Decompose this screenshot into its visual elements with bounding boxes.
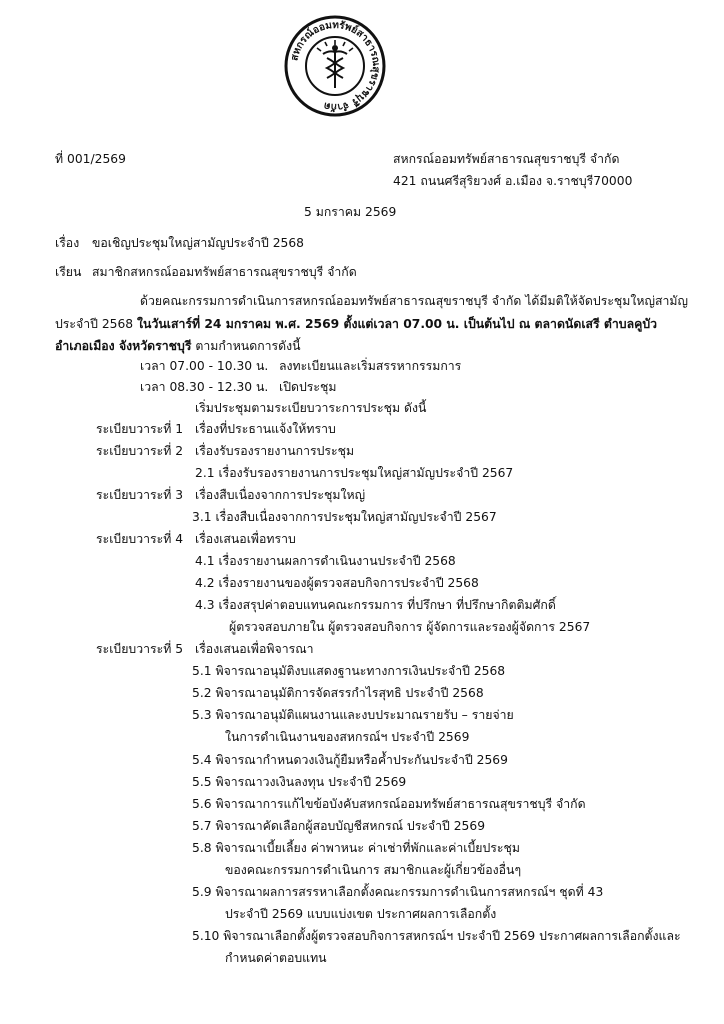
cooperative-seal-logo [283, 14, 387, 118]
agenda-label: ระเบียบวาระที่ 4 [96, 532, 184, 546]
agenda-label: ระเบียบวาระที่ 2 [96, 444, 184, 458]
agenda-title: เรื่องเสนอเพื่อพิจารณา [195, 642, 314, 656]
agenda-sub-item: 4.2 เรื่องรายงานของผู้ตรวจสอบกิจการประจำปี 2568 [195, 576, 479, 590]
agenda-sub-item-continued: ในการดำเนินงานของสหกรณ์ฯ ประจำปี 2569 [225, 730, 470, 744]
agenda-sub-item: 5.10 พิจารณาเลือกตั้งผู้ตรวจสอบกิจการสหกรณ์ฯ ประจำปี 2569 ประกาศผลการเลือกตั้งและ [192, 929, 681, 943]
organization-address: 421 ถนนศรีสุริยวงศ์ อ.เมือง จ.ราชบุรี70000 [393, 174, 633, 188]
meeting-date-location: ในวันเสาร์ที่ 24 มกราคม พ.ศ. 2569 ตั้งแต่เวลา 07.00 น. เป็นต้นไป ณ ตลาดนัดเสรี ตำบลคูบัว [137, 317, 658, 331]
body-line-2 [55, 318, 657, 330]
agenda-sub-item-continued: ผู้ตรวจสอบภายใน ผู้ตรวจสอบกิจการ ผู้จัดการและรองผู้จัดการ 2567 [229, 620, 591, 634]
schedule-time-2: เวลา 08.30 - 12.30 น. [140, 380, 269, 394]
caduceus-icon [323, 48, 347, 88]
recipient-text: สมาชิกสหกรณ์ออมทรัพย์สาธารณสุขราชบุรี จำกัด [92, 265, 357, 279]
agenda-label: ระเบียบวาระที่ 3 [96, 488, 184, 502]
svg-text:สหกรณ์ออมทรัพย์สาธารณสุขราชบุร: สหกรณ์ออมทรัพย์สาธารณสุขราชบุรี จำกัด [289, 19, 382, 113]
meeting-district: อำเภอเมือง จังหวัดราชบุรี [55, 339, 192, 353]
document-number: ที่ 001/2569 [55, 152, 126, 166]
schedule-text-1: ลงทะเบียนและเริ่มสรรหากรรมการ [279, 359, 462, 373]
agenda-sub-item: 4.3 เรื่องสรุปค่าตอบแทนคณะกรรมการ ที่ปรึกษา ที่ปรึกษากิตติมศักดิ์ [195, 598, 556, 612]
schedule-time-1: เวลา 07.00 - 10.30 น. [140, 359, 269, 373]
agenda-sub-item-continued: ประจำปี 2569 แบบแบ่งเขต ประกาศผลการเลือกตั้ง [225, 907, 497, 921]
agenda-sub-item: 5.5 พิจารณาวงเงินลงทุน ประจำปี 2569 [192, 775, 407, 789]
body-line-2-normal: ประจำปี 2568 [55, 317, 138, 331]
agenda-sub-item: 5.6 พิจารณาการแก้ไขข้อบังคับสหกรณ์ออมทรัพย์สาธารณสุขราชบุรี จำกัด [192, 797, 586, 811]
agenda-sub-item: 5.9 พิจารณาผลการสรรหาเลือกตั้งคณะกรรมการดำเนินการสหกรณ์ฯ ชุดที่ 43 [192, 885, 604, 899]
agenda-sub-item: 5.4 พิจารณากำหนดวงเงินกู้ยืมหรือค้ำประกันประจำปี 2569 [192, 753, 508, 767]
document-date: 5 มกราคม 2569 [304, 205, 397, 219]
agenda-sub-item: 5.1 พิจารณาอนุมัติงบแสดงฐานะทางการเงินประจำปี 2568 [192, 664, 506, 678]
body-line-3 [55, 340, 301, 352]
organization-name: สหกรณ์ออมทรัพย์สาธารณสุขราชบุรี จำกัด [393, 152, 620, 166]
agenda-sub-item: 5.7 พิจารณาคัดเลือกผู้สอบบัญชีสหกรณ์ ประจำปี 2569 [192, 819, 486, 833]
agenda-title: เรื่องเสนอเพื่อทราบ [195, 532, 296, 546]
agenda-sub-item: 5.2 พิจารณาอนุมัติการจัดสรรกำไรสุทธิ ประจำปี 2568 [192, 686, 484, 700]
agenda-title: เรื่องที่ประธานแจ้งให้ทราบ [195, 422, 336, 436]
recipient-label: เรียน [55, 265, 82, 279]
agenda-sub-item-continued: ของคณะกรรมการดำเนินการ สมาชิกและผู้เกี่ยวข้องอื่นๆ [225, 863, 522, 877]
subject-text: ขอเชิญประชุมใหญ่สามัญประจำปี 2568 [92, 236, 305, 250]
agenda-label: ระเบียบวาระที่ 5 [96, 642, 184, 656]
agenda-sub-item: 2.1 เรื่องรับรองรายงานการประชุมใหญ่สามัญประจำปี 2567 [195, 466, 514, 480]
agenda-sub-item-continued: กำหนดค่าตอบแทน [225, 951, 327, 965]
schedule-text-2: เปิดประชุม [279, 380, 337, 394]
agenda-intro: เริ่มประชุมตามระเบียบวาระการประชุม ดังนี้ [195, 401, 427, 415]
body-line-1: ด้วยคณะกรรมการดำเนินการสหกรณ์ออมทรัพย์สาธารณสุขราชบุรี จำกัด ได้มีมติให้จัดประชุมใหญ่สามัญ [140, 294, 688, 308]
agenda-title: เรื่องรับรองรายงานการประชุม [195, 444, 355, 458]
subject-label: เรื่อง [55, 236, 80, 250]
agenda-sub-item: 5.3 พิจารณาอนุมัติแผนงานและงบประมาณรายรับ – รายจ่าย [192, 708, 514, 722]
agenda-sub-item: 3.1 เรื่องสืบเนื่องจากการประชุมใหญ่สามัญประจำปี 2567 [192, 510, 497, 524]
agenda-sub-item: 5.8 พิจารณาเบี้ยเลี้ยง ค่าพาหนะ ค่าเช่าที่พักและค่าเบี้ยประชุม [192, 841, 520, 855]
agenda-title: เรื่องสืบเนื่องจากการประชุมใหญ่ [195, 488, 366, 502]
agenda-sub-item: 4.1 เรื่องรายงานผลการดำเนินงานประจำปี 2568 [195, 554, 456, 568]
agenda-label: ระเบียบวาระที่ 1 [96, 422, 184, 436]
body-line-3-normal: ตามกำหนดการดังนี้ [191, 339, 301, 353]
